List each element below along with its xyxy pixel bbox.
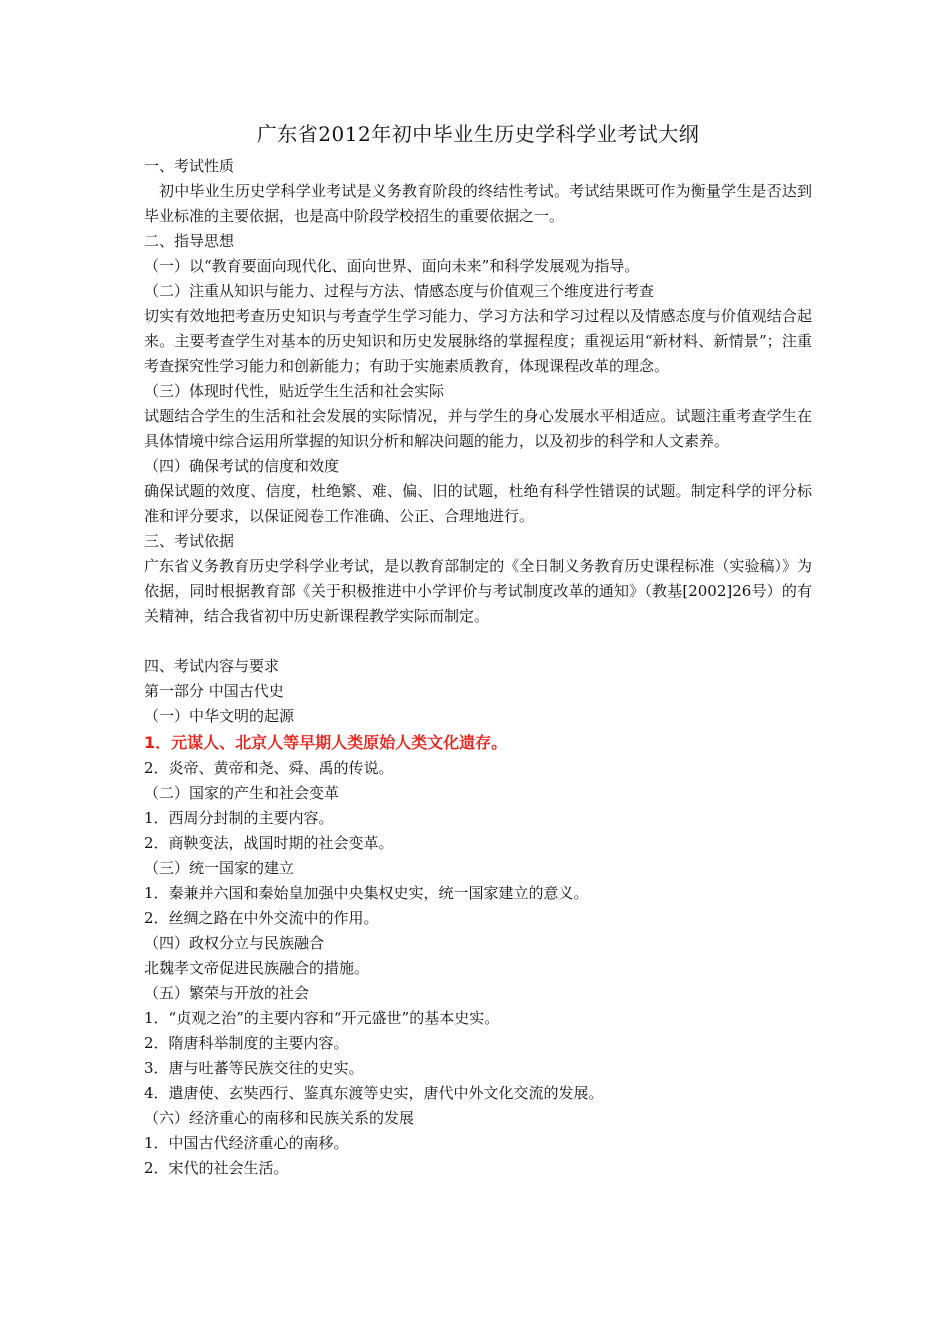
section-heading: 三、考试依据 — [144, 532, 235, 550]
list-item: 3．唐与吐蕃等民族交往的史实。 — [144, 1059, 364, 1077]
subsection-title: （四）确保考试的信度和效度 — [144, 457, 340, 475]
document-title: 广东省2012年初中毕业生历史学科学业考试大纲 — [256, 122, 700, 146]
paragraph: 确保试题的效度、信度，杜绝繁、难、偏、旧的试题，杜绝有科学性错误的试题。制定科学的评分标准和评分要求，以保证阅卷工作准确、公正、合理地进行。 — [144, 482, 812, 525]
subsection-title: （三）体现时代性，贴近学生生活和社会实际 — [144, 382, 445, 400]
blank-line — [144, 629, 812, 654]
unit-title: （一）中华文明的起源 — [144, 707, 295, 725]
subsection-line: （一）以“教育要面向现代化、面向世界、面向未来”和科学发展观为指导。 — [144, 257, 640, 275]
list-item: 1．中国古代经济重心的南移。 — [144, 1134, 349, 1152]
unit-title: （三）统一国家的建立 — [144, 859, 295, 877]
list-item: 2．隋唐科举制度的主要内容。 — [144, 1034, 349, 1052]
paragraph: 广东省义务教育历史学科学业考试，是以教育部制定的《全日制义务教育历史课程标准（实验稿）》为依据，同时根据教育部《关于积极推进中小学评价与考试制度改革的通知》（教基[2002]26号）的有关精神，结合我省初中历史新课程教学实际而制定。 — [144, 557, 812, 625]
paragraph: 切实有效地把考查历史知识与考查学生学习能力、学习方法和学习过程以及情感态度与价值观结合起来。主要考查学生对基本的历史知识和历史发展脉络的掌握程度；重视运用“新材料、新情景”；注重考查探究性学习能力和创新能力；有助于实施素质教育，体现课程改革的理念。 — [144, 307, 812, 375]
unit-title: （六）经济重心的南移和民族关系的发展 — [144, 1109, 415, 1127]
document-page — [144, 118, 812, 1181]
list-item: 2．宋代的社会生活。 — [144, 1159, 289, 1177]
highlighted-list-item: 1．元谋人、北京人等早期人类原始人类文化遗存。 — [144, 733, 508, 752]
paragraph: 试题结合学生的生活和社会发展的实际情况，并与学生的身心发展水平相适应。试题注重考查学生在具体情境中综合运用所掌握的知识分析和解决问题的能力，以及初步的科学和人文素养。 — [144, 407, 812, 450]
section-heading: 二、指导思想 — [144, 232, 235, 250]
section-heading: 一、考试性质 — [144, 157, 235, 175]
unit-title: （五）繁荣与开放的社会 — [144, 984, 310, 1002]
part-heading: 第一部分 中国古代史 — [144, 682, 284, 700]
list-item: 2．商鞅变法，战国时期的社会变革。 — [144, 834, 394, 852]
list-item: 2．丝绸之路在中外交流中的作用。 — [144, 909, 379, 927]
list-item: 北魏孝文帝促进民族融合的措施。 — [144, 959, 370, 977]
unit-title: （四）政权分立与民族融合 — [144, 934, 325, 952]
section-heading: 四、考试内容与要求 — [144, 657, 280, 675]
list-item: 1．西周分封制的主要内容。 — [144, 809, 334, 827]
paragraph: 初中毕业生历史学科学业考试是义务教育阶段的终结性考试。考试结果既可作为衡量学生是否达到毕业标准的主要依据，也是高中阶段学校招生的重要依据之一。 — [144, 182, 812, 225]
list-item: 4．遣唐使、玄奘西行、鉴真东渡等史实，唐代中外文化交流的发展。 — [144, 1084, 604, 1102]
list-item: 2．炎帝、黄帝和尧、舜、禹的传说。 — [144, 759, 394, 777]
list-item: 1．“贞观之治”的主要内容和“开元盛世”的基本史实。 — [144, 1009, 500, 1027]
unit-title: （二）国家的产生和社会变革 — [144, 784, 340, 802]
subsection-title: （二）注重从知识与能力、过程与方法、情感态度与价值观三个维度进行考查 — [144, 282, 655, 300]
list-item: 1．秦兼并六国和秦始皇加强中央集权史实，统一国家建立的意义。 — [144, 884, 589, 902]
